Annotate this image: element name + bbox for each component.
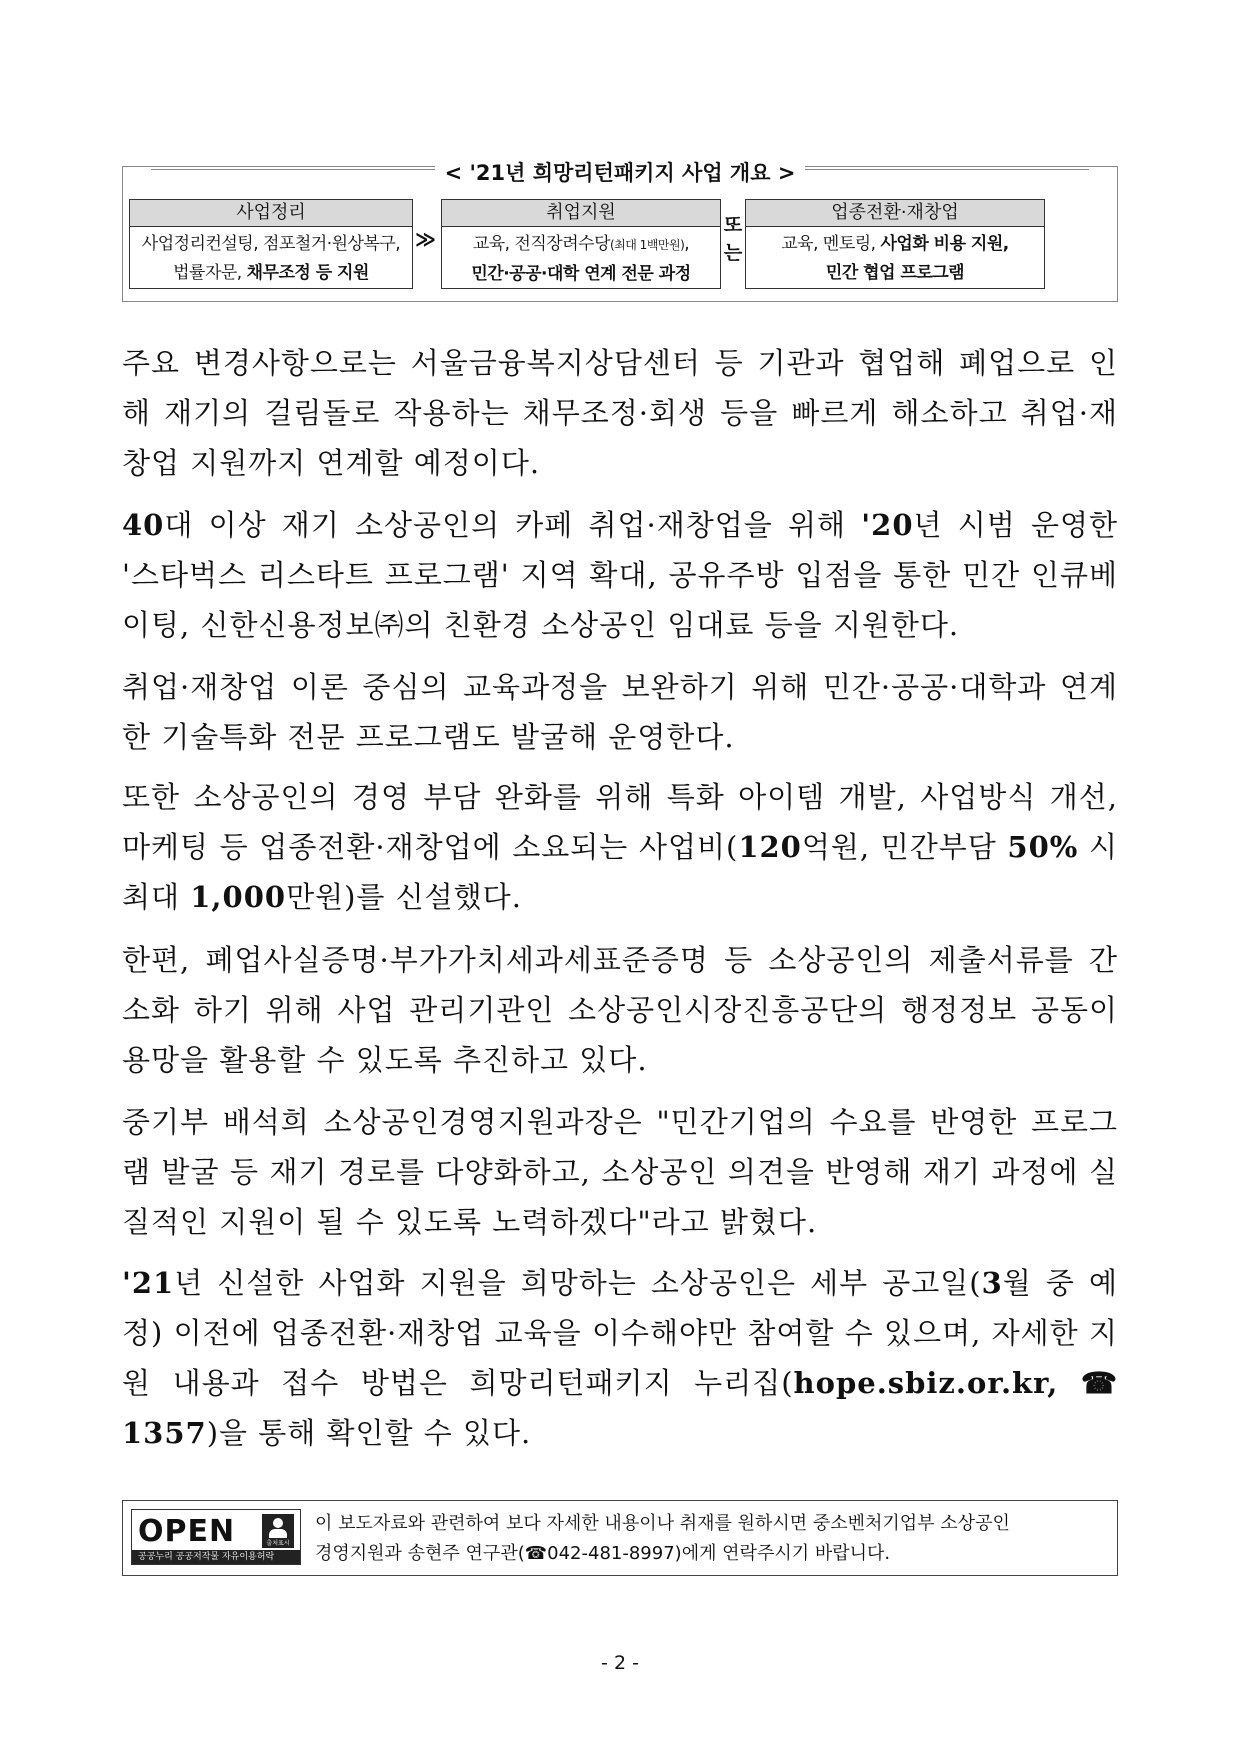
column-line [746, 230, 1044, 259]
paragraph-text: 억원, 민간부담 [801, 830, 1008, 864]
bold-number: '20 [861, 508, 914, 542]
column-line [442, 260, 720, 289]
connector-or-char: 는 [723, 242, 743, 264]
page-number: - 2 - [601, 1652, 639, 1674]
column-heading: 사업정리 [130, 200, 412, 227]
paragraph-education: 취업·재창업 이론 중심의 교육과정을 보완하기 위해 민간·공공·대학과 연계한 기술특화 전문 프로그램도 발굴해 운영한다. [122, 670, 1118, 754]
overview-column-restart [745, 199, 1045, 289]
paragraph-text: 년 신설한 사업화 지원을 희망하는 소상공인은 세부 공고일( [174, 1266, 982, 1300]
paragraph-text: )을 통해 확인할 수 있다. [206, 1416, 532, 1450]
paragraph-text: 또한 소상공인의 경영 부담 완화를 위해 특화 아이템 개발, 사업방식 개선, 마케팅 등 업종전환·재창업에 소요되는 사업비( [122, 780, 1118, 864]
column-line [746, 259, 1044, 288]
overview-column-business-closure [129, 199, 413, 289]
bold-number: 3 [981, 1266, 1003, 1300]
column-line: 사업정리컨설팅, 점포철거·원상복구, [141, 234, 401, 254]
bold-number: '21 [122, 1266, 175, 1300]
column-text: 교육, 전직장려수당 [472, 234, 610, 254]
paragraph-text: 만원)를 신설했다. [286, 880, 522, 914]
overview-column-employment [441, 199, 721, 289]
contact-line: 경영지원과 송현주 연구관(☎042-481-8997)에게 연락주시기 바랍니다. [315, 1543, 891, 1564]
column-bold-text: 사업화 비용 지원, [880, 234, 1009, 254]
column-body [746, 227, 1044, 288]
bold-number: 120 [738, 830, 802, 864]
paragraph-application-info [122, 1258, 1118, 1458]
column-text: 법률자문, [173, 263, 247, 283]
connector-or-char: 또 [723, 214, 743, 236]
paragraph-document-simplification: 한편, 폐업사실증명·부가가치세과세표준증명 등 소상공인의 제출서류를 간소화 하기 위해 사업 관리기관인 소상공인시장진흥공단의 행정정보 공동이용망을 활용할 수 있도록 추진하고 있다. [122, 943, 1118, 1077]
paragraph-main-changes: 주요 변경사항으로는 서울금융복지상담센터 등 기관과 협업해 폐업으로 인해 재기의 걸림돌로 작용하는 채무조정·회생 등을 빠르게 해소하고 취업·재창업 지원까지 연계할 예정이다. [122, 346, 1118, 480]
bold-number: 40 [122, 508, 165, 542]
paragraph-text: 대 이상 재기 소상공인의 카페 취업·재창업을 위해 [164, 508, 862, 542]
paragraph-text: 시 최대 [122, 830, 1118, 914]
paragraph-business-cost [122, 772, 1118, 922]
program-overview-box [122, 161, 1118, 302]
overview-title: < '21년 희망리턴패키지 사업 개요 > [435, 161, 806, 185]
kogl-open-logo [131, 1509, 301, 1565]
connector-arrow: ≫ [415, 227, 436, 251]
column-heading: 취업지원 [442, 200, 720, 227]
open-license-footer [122, 1500, 1118, 1576]
contact-line: 이 보도자료와 관련하여 보다 자세한 내용이나 취재를 원하시면 중소벤처기업부 소상공인 [315, 1513, 1010, 1534]
contact-notice [315, 1509, 1111, 1569]
column-bold-text: 채무조정 등 지원 [246, 263, 369, 283]
column-line [442, 230, 720, 260]
website-and-phone: hope.sbiz.or.kr, ☎ 1357 [122, 1366, 1118, 1450]
column-heading: 업종전환·재창업 [746, 200, 1044, 227]
license-subtitle: 공공누리 공공저작물 자유이용허락 [132, 1550, 300, 1564]
column-small-text: (최대 1백만원) [610, 238, 685, 252]
column-line [130, 259, 412, 288]
paragraph-cafe-support [122, 500, 1118, 650]
paragraph-text: 년 시범 운영한 '스타벅스 리스타트 프로그램' 지역 확대, 공유주방 입점을 통한 민간 인큐베이팅, 신한신용정보㈜의 친환경 소상공인 임대료 등을 지원한다. [122, 508, 1118, 642]
connector-or [723, 211, 743, 267]
column-text: , [684, 234, 690, 254]
paragraph-official-quote: 중기부 배석희 소상공인경영지원과장은 "민간기업의 수요를 반영한 프로그램 발굴 등 재기 경로를 다양화하고, 소상공인 의견을 반영해 재기 과정에 실질적인 지원이 될 수 있도록 노력하겠다"라고 밝혔다. [122, 1105, 1118, 1239]
column-body [442, 227, 720, 289]
open-logo-text: OPEN [138, 1514, 236, 1549]
column-bold-text: 민간 협업 프로그램 [825, 263, 965, 283]
attribution-caption: 출처표시 [266, 1540, 290, 1547]
column-text: 교육, 멘토링, [781, 234, 881, 254]
bold-number: 50% [1007, 830, 1079, 864]
paragraph-text: 월 중 예정) 이전에 업종전환·재창업 교육을 이수해야만 참여할 수 있으며, 자세한 지원 내용과 접수 방법은 희망리턴패키지 누리집( [122, 1266, 1118, 1400]
column-body [130, 227, 412, 288]
bold-number: 1,000 [190, 880, 287, 914]
column-bold-text: 민간·공공·대학 연계 전문 과정 [471, 264, 691, 284]
attribution-person-icon [262, 1514, 294, 1548]
